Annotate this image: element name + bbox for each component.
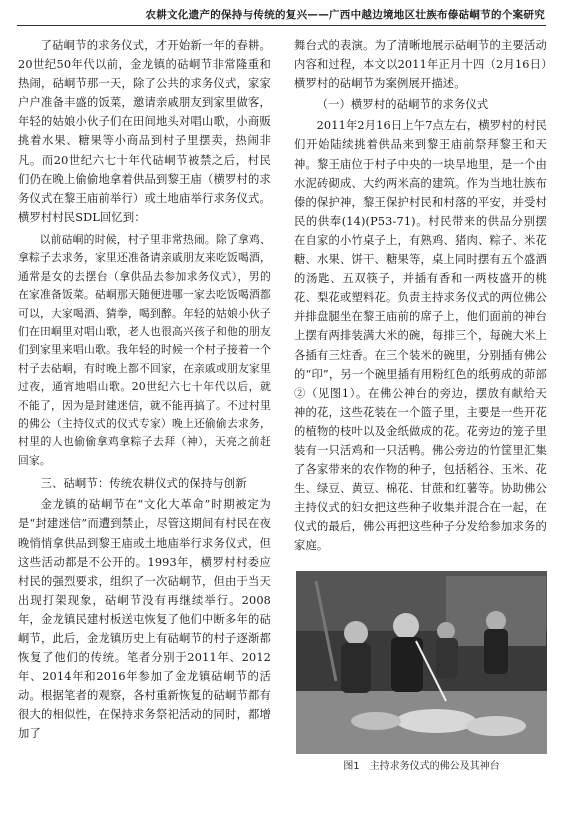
interview-quote: 以前𥑮峒的时候，村子里非常热闹。除了拿鸡、拿粽子去求务，家里还准备请亲戚朋友来吃饭喝酒，通常是女的去摆台（拿供品去参加求务仪式），男的在家准备饭菜。𥑮峒那天随便进哪一家去吃饭喝酒都可以，大家喝酒、猜拳，喝到醉。年轻的姑娘小伙子们在田峒里对唱山歌，老人也很高兴孩子和他的朋友们到家里来唱山歌。我年轻的时候一个村子接着一个村子去𥑮峒，有时晚上都不回家，在亲戚或朋友家里过夜，通宵地唱山歌。20世纪六七十年代以后，就不能了，因为是封建迷信，就不能再搞了。不过村里的佛公（主持仪式的仪式专家）晚上还偷偷去求务，村里的人也偷偷拿鸡拿粽子去拜（神），天亮之前赶回家。: [18, 232, 271, 467]
right-paragraph-2: 2011年2月16日上午7点左右，横罗村的村民们开始陆续挑着供品来到黎王庙前祭拜黎王和天神。黎王庙位于村子中央的一块旱地里，是一个由水泥砖砌成、大约两米高的建筑。作为当地壮族布傣的保护神，黎王保护村民和村落的平安，并受村民的供奉(14)(P53-71)。村民带来的供品分别摆在自家的小竹桌子上，有熟鸡、猪肉、粽子、米花糖、水果、饼干、糖果等，桌上同时摆有五个盛酒的汤匙、五双筷子，并插有香和一两枝盛开的桃花、梨花或塑料花。负责主持求务仪式的两位佛公并排盘腿坐在黎王庙前的席子上，他们面前的神台上摆有两排装满大米的碗，每排三个，每碗大米上各插有三炷香。在三个装米的碗里，分别插有佛公的“印”，另一个碗里插有用粉红色的纸剪成的茆部②（见图1）。在佛公神台的旁边，摆放有献给天神的花，这些花装在一个篮子里，主要是一些开花的植物的枝叶以及金纸做成的花。花旁边的笼子里装有一只活鸡和一只活鸭。佛公旁边的竹筐里汇集了各家带来的农作物的种子，包括稻谷、玉米、花生、绿豆、黄豆、棉花、甘蔗和红薯等。协助佛公主持仪式的妇女把这些种子收集并混合在一起，在仪式的最后，佛公再把这些种子分发给参加求务的家庭。: [294, 119, 547, 553]
sub-heading: （一）横罗村的𥑮峒节的求务仪式: [316, 98, 489, 112]
header-rule: [17, 25, 546, 26]
figure-caption: 图1 主持求务仪式的佛公及其神台: [343, 761, 500, 772]
left-column: [18, 36, 271, 744]
right-column: [294, 36, 547, 556]
section-heading: 三、𥑮峒节：传统农耕仪式的保持与创新: [40, 477, 247, 491]
running-header: 农耕文化遗产的保持与传统的复兴——广西中越边境地区壮族布傣𥑮峒节的个案研究: [145, 9, 545, 21]
left-paragraph-2: 金龙镇的𥑮峒节在“文化大革命”时期被定为是“封建迷信”而遭到禁止，尽管这期间有村民在夜晚悄悄拿供品到黎王庙或土地庙举行求务仪式，但这些活动都是不公开的。1993年，横罗村村委应村民的强烈要求，组织了一次𥑮峒节，但由于当天出现打架现象，𥑮峒节没有再继续举行。2008年，金龙镇民建村板送屯恢复了他们中断多年的𥑮峒节，此后，金龙镇历史上有𥑮峒节的村子逐渐都恢复了他们的传统。笔者分别于2011年、2012年、2014年和2016年参加了金龙镇𥑮峒节的活动。根据笔者的观察，各村重新恢复的𥑮峒节都有很大的相似性，在保持求务祭祀活动的同时，都增加了: [18, 498, 271, 741]
ritual-photo-illustration: [296, 571, 547, 754]
left-paragraph-1: 了𥑮峒节的求务仪式，才开始新一年的春耕。20世纪50年代以前，金龙镇的𥑮峒节非常隆重和热闹，𥑮峒节那一天，除了公共的求务仪式，家家户户准备丰盛的饭菜，邀请亲戚朋友到家里做客，年轻的姑娘小伙子们在田间地头对唱山歌，小商贩挑着水果、糖果等小商品到村子里摆卖，热闹非凡。而20世纪六七十年代𥑮峒节被禁之后，村民们仍在晚上偷偷地拿着供品到黎王庙（横罗村的求务仪式在黎王庙前举行）或土地庙举行求务仪式。横罗村村民SDL回忆到：: [18, 39, 271, 224]
figure-photo: [296, 571, 547, 754]
right-paragraph-1: 舞台式的表演。为了清晰地展示𥑮峒节的主要活动内容和过程，本文以2011年正月十四（2月16日）横罗村的𥑮峒节为案例展开描述。: [294, 39, 547, 91]
